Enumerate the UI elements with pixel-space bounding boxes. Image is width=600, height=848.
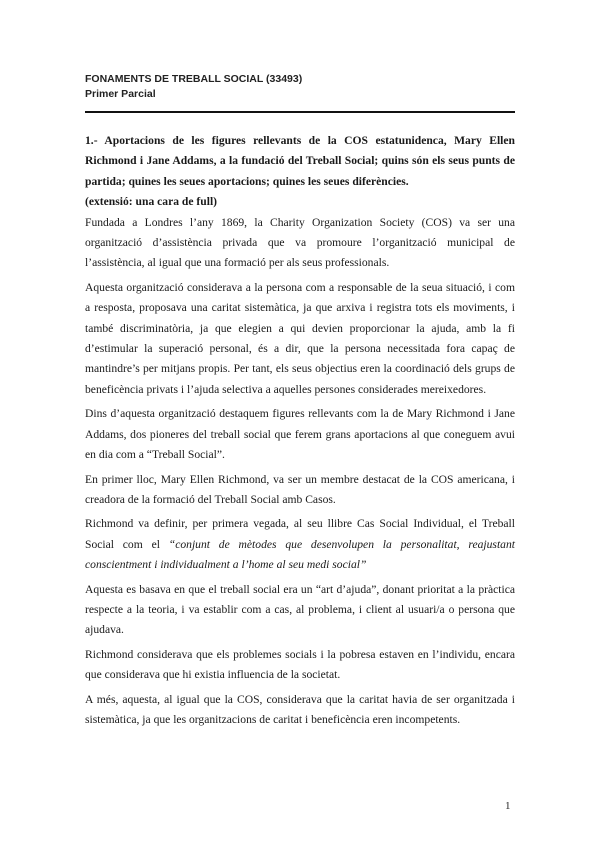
body-paragraph: Richmond considerava que els problemes socials i la pobresa estaven en l’individu, encara que considerava que hi existia influencia de la societat. xyxy=(85,647,515,682)
exam-label: Primer Parcial xyxy=(85,88,156,100)
body-paragraph: En primer lloc, Mary Ellen Richmond, va ser un membre destacat de la COS americana, i creadora de la formació del Treball Social amb Casos. xyxy=(85,472,515,506)
question-extension: (extensió: una cara de full) xyxy=(85,195,218,209)
document-body xyxy=(85,131,515,734)
body-paragraph: A més, aquesta, al igual que la COS, considerava que la caritat havia de ser organitzada i sistemàtica, ja que les organitzacions de caritat i beneficència eren incompetents. xyxy=(85,692,515,726)
definition-quote: “conjunt de mètodes que desenvolupen la personalitat, reajustant conscientment i individualment a l’home al seu medi social” xyxy=(85,537,515,572)
document-header xyxy=(85,72,515,102)
course-title: FONAMENTS DE TREBALL SOCIAL (33493) xyxy=(85,73,303,85)
definition-paragraph xyxy=(85,514,515,575)
header-divider xyxy=(85,111,515,113)
question-text: 1.- Aportacions de les figures rellevants de la COS estatunidenca, Mary Ellen Richmond i Jane Addams, a la fundació del Treball Social; quins són els seus punts de partida; quines les seues aportacions; quines les seues diferències. xyxy=(85,134,515,188)
body-paragraph: Aquesta organització considerava a la persona com a responsable de la seua situació, i com a resposta, proposava una caritat sistemàtica, ja que arxiva i registra tots els moviments, i també discriminatòria, ja que elegien a qui devien proporcionar la ajuda, amb la fi d’estimular la superació personal, és a dir, que la persona necessitada fora capaç de mantindre’s per mitjans propis. Per tant, els seus objectius eren la coordinació dels grups de beneficència privats i l’ajuda selectiva a aquelles persones considerades mereixedores. xyxy=(85,280,515,396)
body-paragraph: Fundada a Londres l’any 1869, la Charity Organization Society (COS) va ser una organització d’assistència privada que va promoure l’organització municipal de l’assistència, al igual que una formació per als seus professionals. xyxy=(85,215,515,270)
body-paragraph: Aquesta es basava en que el treball social era un “art d’ajuda”, donant prioritat a la pràctica respecte a la teoria, i va establir com a cas, al problema, i client al usuari/a o persona que ajudava. xyxy=(85,582,515,637)
definition-intro: Richmond va definir, per primera vegada, al seu llibre Cas Social Individual, el Treball Social com el xyxy=(85,517,515,551)
question-block xyxy=(85,131,515,213)
page-number: 1 xyxy=(505,800,511,812)
body-paragraph: Dins d’aquesta organització destaquem figures rellevants com la de Mary Richmond i Jane Addams, dos pioneres del treball social que ferem grans aportacions al que coneguem avui en dia com a “Treball Social”. xyxy=(85,407,515,462)
